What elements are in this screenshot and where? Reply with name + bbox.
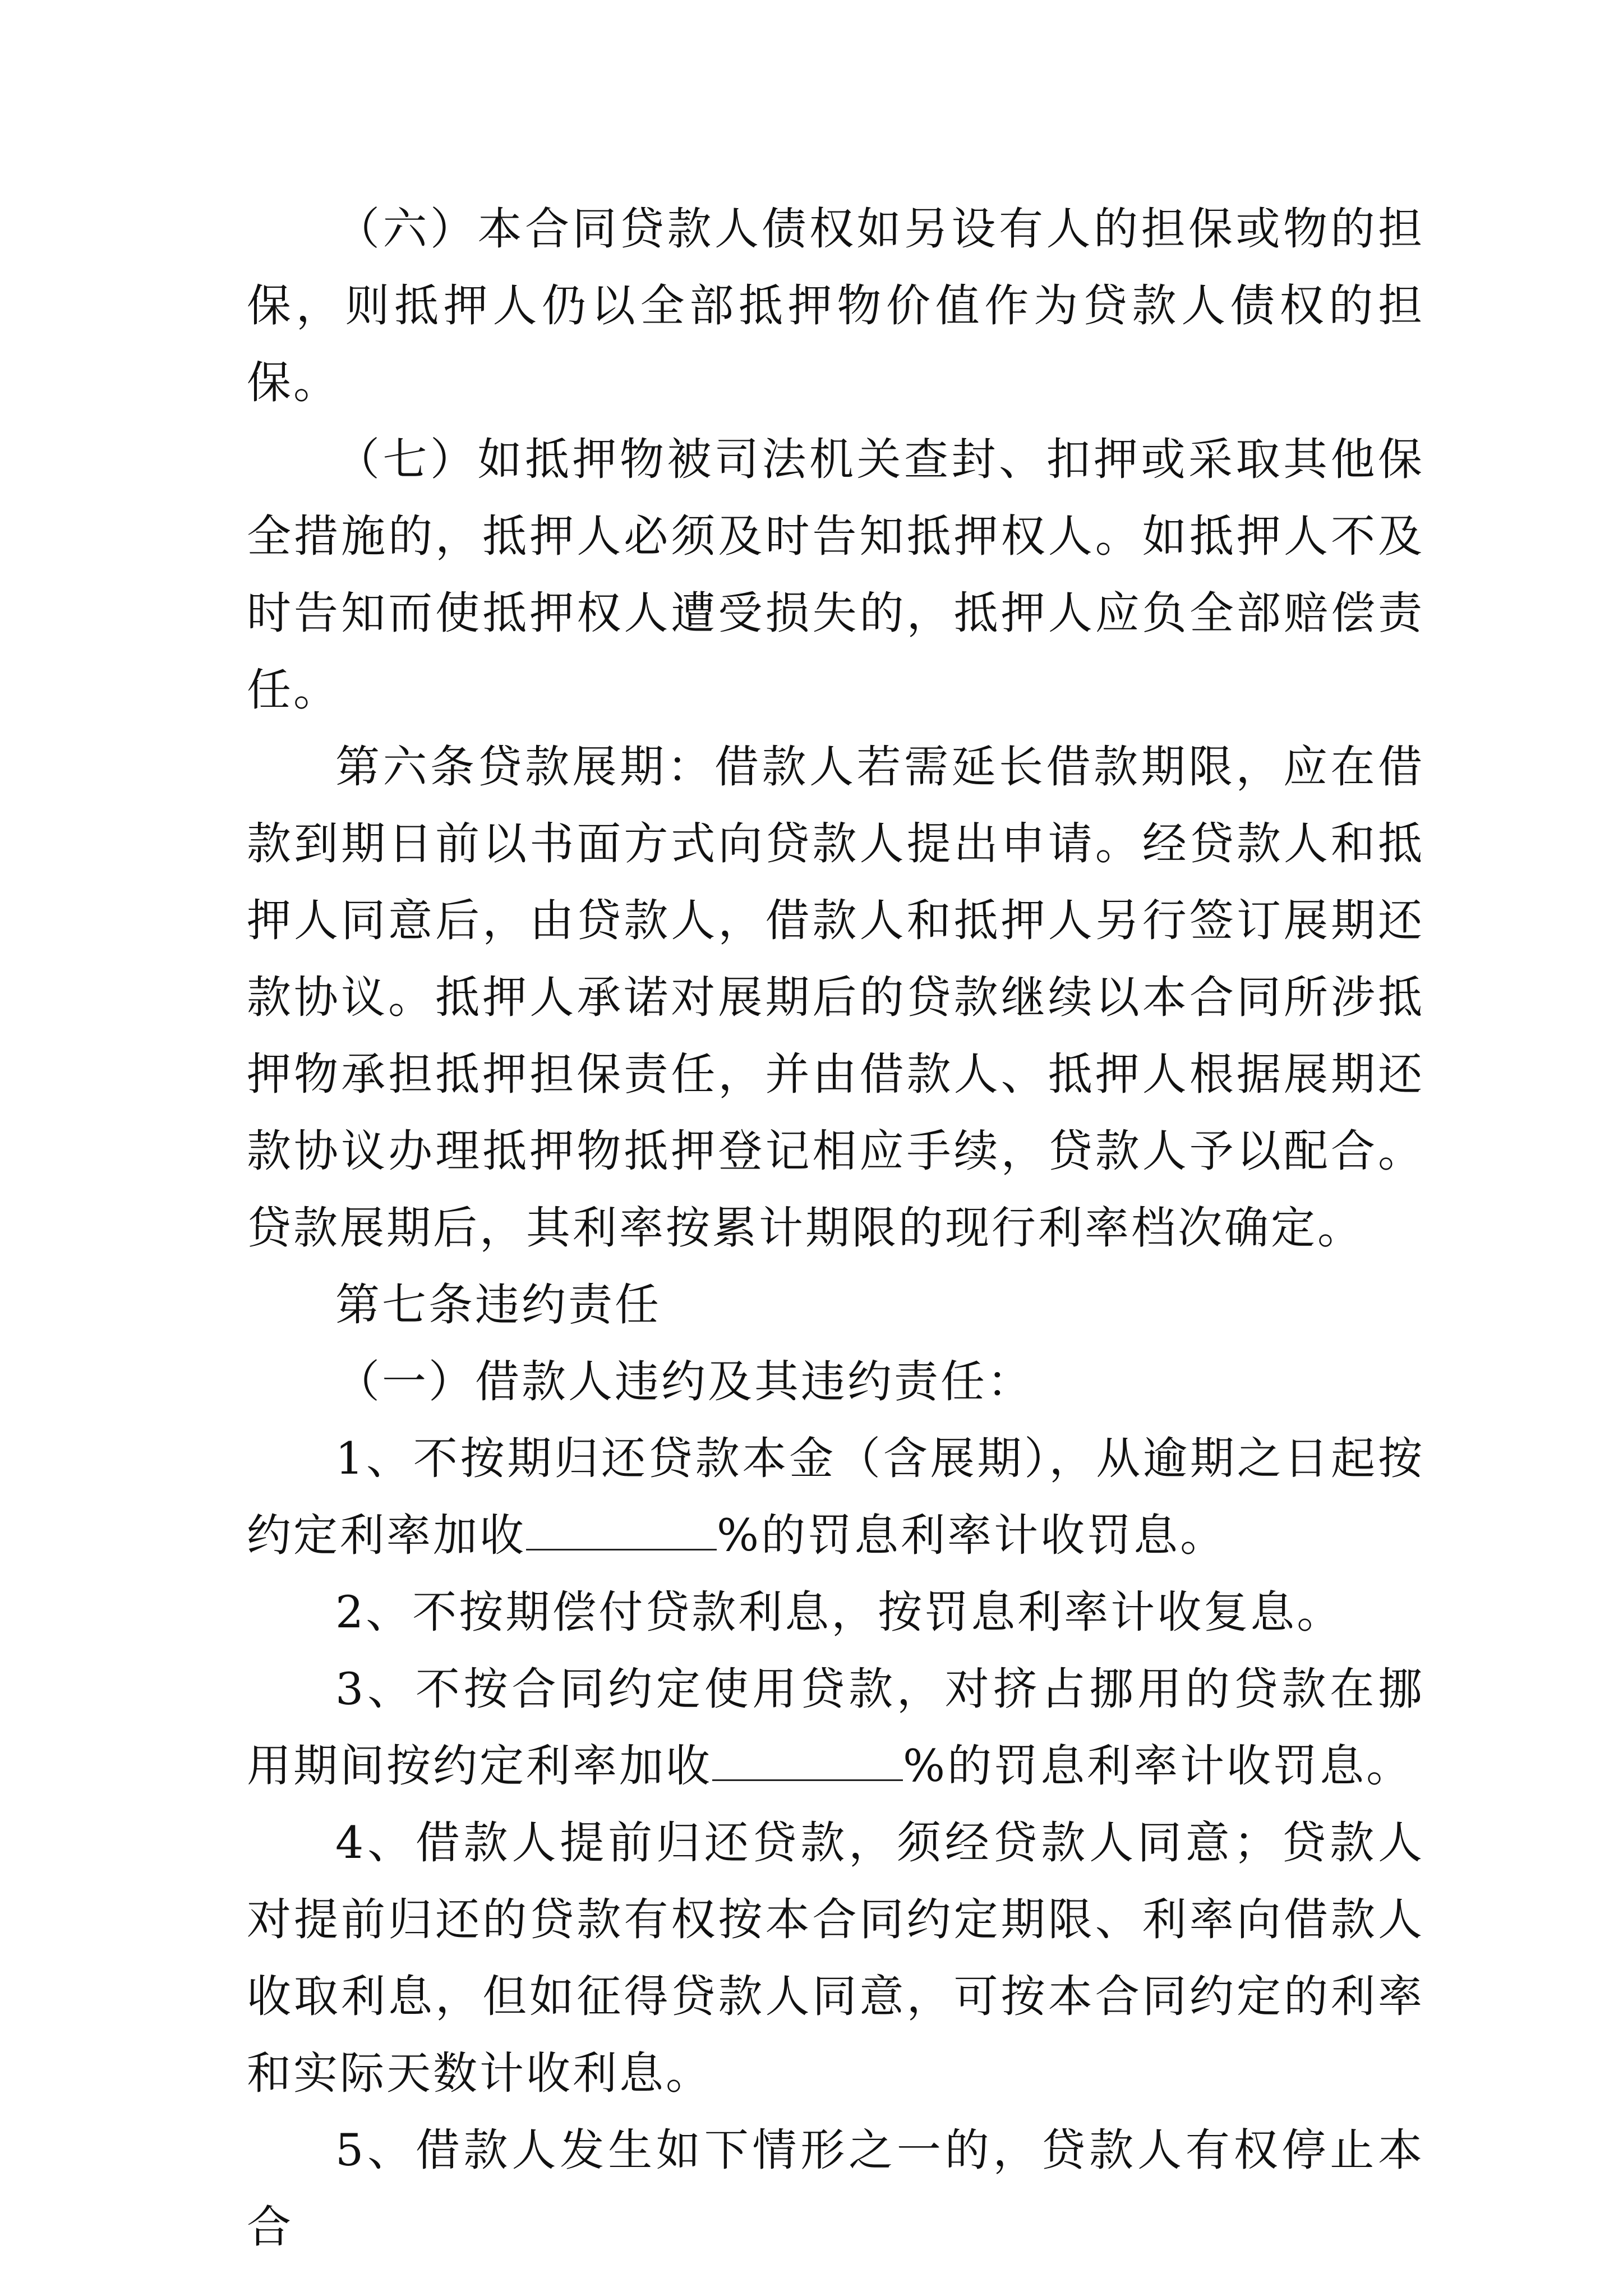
penalty-rate-blank-1 (526, 1510, 717, 1550)
penalty-rate-blank-2 (712, 1740, 903, 1781)
clause-6-guarantee: （六）本合同贷款人债权如另设有人的担保或物的担保，则抵押人仍以全部抵押物价值作为贷款人债权的担保。 (247, 203, 1424, 408)
item-3-text-a: 3、不按合同约定使用贷款，对挤占挪用的贷款在挪用期间按约定利率加收 (247, 1663, 1424, 1792)
section-1-heading: （一）借款人违约及其违约责任： (335, 1356, 1034, 1407)
item-5-default: 5、借款人发生如下情形之一的，贷款人有权停止本合 (247, 2124, 1424, 2253)
item-3-misuse (247, 1651, 1424, 1805)
item-1-principal (247, 1420, 1424, 1574)
item-1-text-b: %的罚息利率计收罚息。 (717, 1510, 1227, 1561)
item-2-interest: 2、不按期偿付贷款利息，按罚息利率计收复息。 (335, 1586, 1344, 1638)
item-1-text-a: 1、不按期归还贷款本金（含展期），从逾期之日起按约定利率加收 (247, 1433, 1424, 1561)
article-7-heading: 第七条违约责任 (335, 1279, 661, 1331)
item-3-text-b: %的罚息利率计收罚息。 (903, 1740, 1413, 1792)
item-4-prepayment: 4、借款人提前归还贷款，须经贷款人同意；贷款人对提前归还的贷款有权按本合同约定期限、利率向借款人收取利息，但如征得贷款人同意，可按本合同约定的利率和实际天数计收利息。 (247, 1817, 1424, 2099)
document-body (247, 191, 1424, 2266)
article-6-extension: 第六条贷款展期：借款人若需延长借款期限，应在借款到期日前以书面方式向贷款人提出申请。经贷款人和抵押人同意后，由贷款人，借款人和抵押人另行签订展期还款协议。抵押人承诺对展期后的贷款继续以本合同所涉抵押物承担抵押担保责任，并由借款人、抵押人根据展期还款协议办理抵押物抵押登记相应手续，贷款人予以配合。贷款展期后，其利率按累计期限的现行利率档次确定。 (247, 741, 1424, 1254)
clause-7-seizure: （七）如抵押物被司法机关查封、扣押或采取其他保全措施的，抵押人必须及时告知抵押权人。如抵押人不及时告知而使抵押权人遭受损失的，抵押人应负全部赔偿责任。 (247, 434, 1424, 716)
